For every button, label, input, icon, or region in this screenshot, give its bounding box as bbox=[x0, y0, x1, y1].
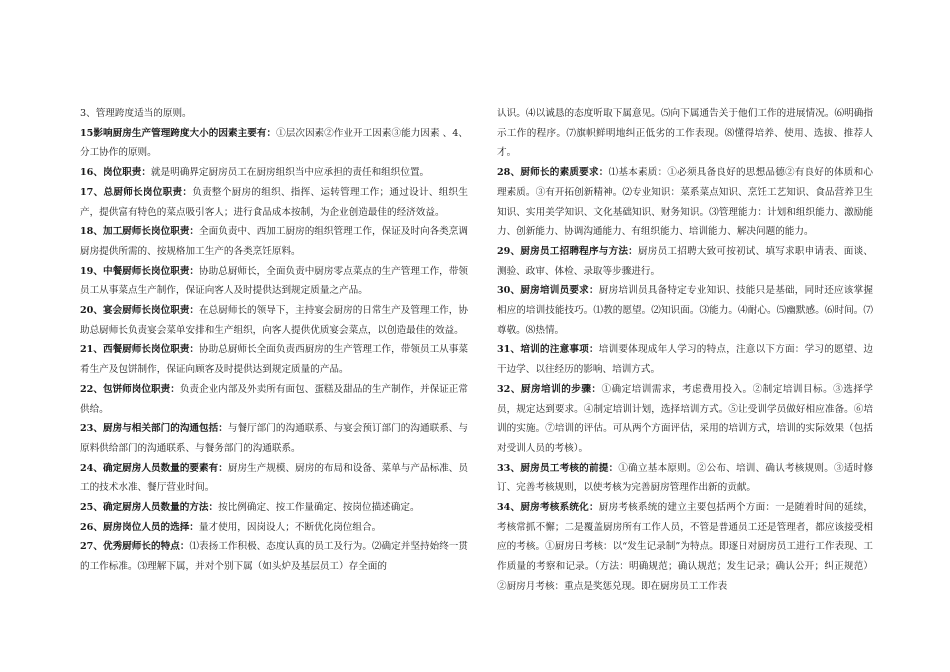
paragraph bbox=[80, 537, 468, 576]
paragraph-heading: 15影响厨房生产管理跨度大小的因素主要有： bbox=[80, 127, 277, 139]
paragraph-body: 厨房培训员具备特定专业知识、技能只是基础，同时还应该掌握相应的培训技能技巧。⑴教的愿望。⑵知识面。⑶能力。⑷耐心。⑸幽默感。⑹时间。⑺尊敬。⑻热情。 bbox=[497, 285, 874, 336]
paragraph-body: 厨房考核系统的建立主要包括两个方面：一是随着时间的延续，考核常抓不懈；二是覆盖厨房所有工作人员，不管是普通员工还是管理者，都应该接受相应的考核。①厨房日考核：以“发生记录制”为特点。即逐日对厨房员工进行工作表现、工作质量的考察和记录。（方法：明确规范；确认规范；发生记录；确认公开；纠正规范）②厨房月考核：重点是奖惩兑现。即在厨房员工工作表 bbox=[497, 502, 874, 592]
paragraph-body: 认识。⑷以诚恳的态度听取下属意见。⑸向下属通告关于他们工作的进展情况。⑹明确指示工作的程序。⑺旗帜鲜明地纠正低劣的工作表现。⑻懂得培养、使用、选拔、推荐人才。 bbox=[497, 108, 873, 159]
paragraph-heading: 30、厨房培训员要求： bbox=[497, 285, 599, 297]
paragraph-body: 量才使用，因岗设人；不断优化岗位组合。 bbox=[198, 521, 382, 533]
paragraph-heading: 29、厨房员工招聘程序与方法： bbox=[497, 245, 638, 257]
paragraph-body: ⑴表扬工作积极、态度认真的员工及行为。⑵确定并坚持始终一贯的工作标准。⑶理解下属，并对个别下属（如头炉及基层员工）存全面的 bbox=[80, 541, 469, 573]
paragraph-body: ①确定培训需求，考虑费用投入。②制定培训目标。③选择学员，规定达到要求。④制定培训计划，选择培训方式。⑤让受训学员做好相应准备。⑥培训的实施。⑦培训的评估。可从两个方面评估，采用的培训方式，培训的实际效果（包括对受训人员的考核）。 bbox=[497, 383, 874, 454]
paragraph-heading: 34、厨房考核系统化： bbox=[497, 502, 599, 514]
paragraph-heading: 26、厨房岗位人员的选择： bbox=[80, 521, 199, 533]
paragraph-heading: 31、培训的注意事项： bbox=[497, 344, 599, 356]
paragraph-body: 3、管理跨度适当的原则。 bbox=[80, 108, 192, 119]
paragraph bbox=[80, 380, 468, 419]
paragraph bbox=[80, 459, 468, 498]
paragraph-body: 厨房员工招聘大致可按初试、填写求职申请表、面谈、测验、政审、体检、录取等步骤进行。 bbox=[497, 245, 874, 277]
paragraph-heading: 17、总厨师长岗位职责： bbox=[80, 186, 193, 198]
paragraph-heading: 16、岗位职责： bbox=[80, 167, 151, 179]
paragraph bbox=[80, 301, 468, 340]
paragraph bbox=[80, 419, 468, 458]
paragraph-body: 负责整个厨房的组织、指挥、运转管理工作；通过设计、组织生产，提供富有特色的菜点吸引客人；进行食品成本按制，为企业创造最佳的经济效益。 bbox=[80, 186, 469, 218]
paragraph-body: 厨房生产规模、厨房的布局和设备、菜单与产品标准、员工的技术水准、餐厅营业时间。 bbox=[80, 462, 469, 494]
paragraph-body: 与餐厅部门的沟通联系、与宴会预订部门的沟通联系、与原料供给部门的沟通联系、与餐务部门的沟通联系。 bbox=[80, 423, 469, 454]
paragraph bbox=[497, 340, 873, 379]
paragraph-heading: 25、确定厨房人员数量的方法： bbox=[80, 502, 219, 514]
paragraph bbox=[497, 281, 873, 340]
paragraph bbox=[80, 124, 468, 163]
paragraph-body: 在总厨师长的领导下，主持宴会厨房的日常生产及管理工作，协助总厨师长负责宴会菜单安排和生产组织，向客人提供优质宴会菜点，以创造最佳的效益。 bbox=[80, 305, 468, 336]
paragraph-body: 培训要体现成年人学习的特点，注意以下方面：学习的愿望、边干边学、以往经历的影响、培训方式。 bbox=[497, 344, 874, 376]
right-column bbox=[497, 104, 873, 597]
paragraph bbox=[497, 242, 873, 281]
paragraph bbox=[497, 163, 873, 242]
paragraph-heading: 23、厨房与相关部门的沟通包括： bbox=[80, 423, 228, 435]
paragraph-body: 协助总厨师长，全面负责中厨房零点菜点的生产管理工作，带领员工从事菜点生产制作，保证向客人及时提供达到规定质量之产品。 bbox=[80, 265, 468, 297]
paragraph bbox=[80, 518, 468, 538]
paragraph-heading: 21、西餐厨师长岗位职责： bbox=[80, 344, 200, 356]
paragraph bbox=[80, 163, 468, 183]
paragraph bbox=[80, 498, 468, 518]
paragraph bbox=[497, 459, 873, 498]
paragraph-heading: 20、宴会厨师长岗位职责： bbox=[80, 305, 200, 317]
paragraph-body: ①确立基本原则。②公布、培训、确认考核规则。③适时修订、完善考核规则，以使考核为完善厨房管理作出新的贡献。 bbox=[497, 462, 873, 494]
paragraph bbox=[497, 380, 873, 459]
paragraph bbox=[80, 104, 468, 124]
paragraph bbox=[497, 498, 873, 597]
paragraph-heading: 28、厨师长的素质要求： bbox=[497, 167, 609, 179]
paragraph bbox=[80, 183, 468, 222]
paragraph-heading: 18、加工厨师长岗位职责： bbox=[80, 226, 200, 238]
left-column bbox=[80, 104, 468, 577]
paragraph-heading: 27、优秀厨师长的特点： bbox=[80, 541, 190, 553]
paragraph-heading: 24、确定厨房人员数量的要素有： bbox=[80, 462, 228, 474]
paragraph bbox=[80, 222, 468, 261]
paragraph-heading: 33、厨房员工考核的前提： bbox=[497, 462, 619, 474]
paragraph bbox=[80, 340, 468, 379]
paragraph-body: 负责企业内部及外卖所有面包、蛋糕及甜品的生产制作，并保证正常供给。 bbox=[80, 383, 469, 415]
paragraph-heading: 19、中餐厨师长岗位职责： bbox=[80, 265, 200, 277]
paragraph-body: 按比例确定、按工作量确定、按岗位描述确定。 bbox=[218, 502, 420, 514]
paragraph bbox=[497, 104, 873, 163]
paragraph bbox=[80, 262, 468, 301]
paragraph-body: 就是明确界定厨房员工在厨房组织当中应承担的责任和组织位置。 bbox=[150, 167, 430, 179]
paragraph-body: 协助总厨师长全面负责西厨房的生产管理工作，带领员工从事菜肴生产及包饼制作，保证向顾客及时提供达到规定质量的产品。 bbox=[80, 344, 468, 376]
paragraph-heading: 22、包饼师岗位职责： bbox=[80, 383, 180, 395]
paragraph-body: ⑴基本素质：①必须具备良好的思想品德②有良好的体质和心理素质。③有开拓创新精神。⑵专业知识：菜系菜点知识、烹饪工艺知识、食品营养卫生知识、实用美学知识、文化基础知识、财务知识。⑶管理能力：计划和组织能力、激励能力、创新能力、协调沟通能力、有组织能力、培训能力、解决问题的能力。 bbox=[497, 167, 873, 238]
paragraph-body: 全面负责中、西加工厨房的组织管理工作，保证及时向各类烹调厨房提供所需的、按规格加工生产的各类烹饪原料。 bbox=[80, 226, 468, 257]
paragraph-body: ①层次因素②作业开工因素③能力因素 、4、分工协作的原则。 bbox=[80, 127, 468, 159]
paragraph-heading: 32、厨房培训的步骤： bbox=[497, 383, 602, 395]
